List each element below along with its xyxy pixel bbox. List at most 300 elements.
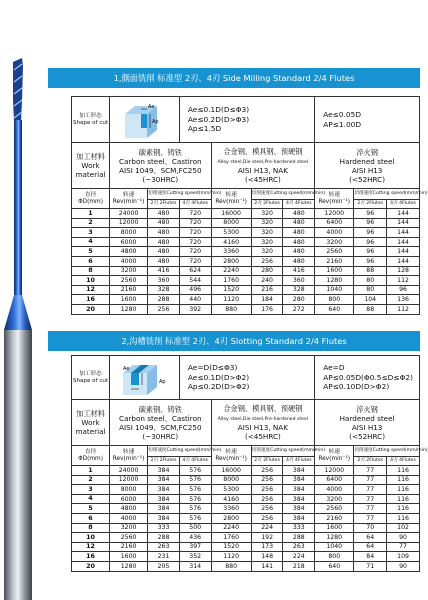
table-cell: 320: [251, 209, 283, 219]
rev-header-3: 转速 Rev(min⁻¹): [315, 189, 354, 209]
table-cell: 12000: [315, 466, 354, 476]
diameter-cell: 12: [72, 542, 110, 552]
table-cell: 328: [283, 285, 315, 295]
table-cell: 2800: [211, 256, 251, 266]
side-milling-shape-diagram: [110, 97, 180, 143]
side-milling-condition-1: Ae≤0.1D(D≤Φ3) Ae≤0.2D(D>Φ3) Ap≤1.5D: [179, 97, 314, 143]
svg-text:Ae: Ae: [123, 365, 130, 372]
table-cell: 3200: [110, 266, 148, 276]
table-cell: 216: [251, 285, 283, 295]
table-cell: 4800: [110, 504, 148, 514]
material-hardened-steel: 淬火钢 Hardened steel AISI H13 (<52HRC): [315, 143, 420, 189]
table-cell: 384: [148, 494, 180, 504]
table-row: [72, 295, 420, 305]
diameter-cell: 2: [72, 218, 110, 228]
table-cell: 384: [148, 513, 180, 523]
material-carbon-steel: 碳素钢、铸铁 Carbon steel、Castiron AISI 1049、SCM,FC250 (~30HRC): [110, 400, 212, 446]
material-hardened-steel: 淬火钢 Hardened steel AISI H13 (<52HRC): [315, 400, 420, 446]
table-row: [72, 466, 420, 476]
table-cell: 12000: [110, 475, 148, 485]
table-cell: 720: [179, 256, 211, 266]
table-cell: 1280: [315, 276, 354, 286]
table-cell: 102: [387, 523, 420, 533]
table-cell: 1120: [211, 552, 251, 562]
table-cell: 480: [283, 218, 315, 228]
table-cell: 3360: [211, 504, 251, 514]
table-cell: 720: [179, 228, 211, 238]
table-row: [72, 218, 420, 228]
table-cell: 320: [251, 237, 283, 247]
table-cell: 480: [148, 218, 180, 228]
table-cell: 71: [354, 561, 387, 571]
table-cell: 576: [179, 504, 211, 514]
table-cell: 1600: [315, 523, 354, 533]
table-cell: 24000: [110, 466, 148, 476]
table-cell: 77: [354, 475, 387, 485]
slotting-data: [72, 466, 420, 572]
table-cell: 6400: [315, 218, 354, 228]
table-cell: 8000: [211, 475, 251, 485]
shape-of-cut-label: 加工形态 Shape of cut: [72, 356, 110, 400]
rev-header-2: 转速 Rev(min⁻¹): [211, 189, 251, 209]
table-cell: 2560: [110, 533, 148, 543]
table-cell: 2240: [211, 266, 251, 276]
table-cell: 256: [251, 256, 283, 266]
table-cell: 96: [354, 228, 387, 238]
table-cell: 496: [179, 285, 211, 295]
material-carbon-steel: 碳素钢、铸铁 Carbon steel、Castiron AISI 1049、SCM,FC250 (~30HRC): [110, 143, 212, 189]
table-cell: 109: [387, 552, 420, 562]
table-cell: 256: [251, 475, 283, 485]
table-row: [72, 494, 420, 504]
table-cell: 263: [148, 542, 180, 552]
table-cell: 8000: [110, 485, 148, 495]
table-cell: 280: [283, 295, 315, 305]
table-cell: 2560: [315, 247, 354, 257]
diameter-cell: 10: [72, 533, 110, 543]
cutting-speed-header-3: 切削速度Cutting speed(mm/min): [354, 189, 420, 200]
flute2-header: 2刃 2Flutes: [251, 200, 283, 209]
table-cell: 384: [283, 485, 315, 495]
table-cell: 2560: [110, 276, 148, 286]
table-cell: 1600: [110, 295, 148, 305]
table-cell: 6400: [315, 475, 354, 485]
flute4-header: 4刃 4Flutes: [179, 457, 211, 466]
table-cell: 6000: [110, 237, 148, 247]
table-cell: 480: [283, 256, 315, 266]
table-cell: 384: [283, 466, 315, 476]
table-cell: 24000: [110, 209, 148, 219]
table-cell: 3360: [211, 247, 251, 257]
table-row: [72, 285, 420, 295]
table-cell: 333: [283, 523, 315, 533]
flute2-header: 2刃 2Flutes: [354, 457, 387, 466]
table-cell: 96: [354, 256, 387, 266]
table-cell: 240: [251, 276, 283, 286]
table-cell: 16000: [211, 466, 251, 476]
work-material-label: 加工材料 Work material: [72, 143, 110, 189]
table-row: [72, 266, 420, 276]
rev-header-1: 转速 Rev(min⁻¹): [110, 446, 148, 466]
table-cell: 500: [179, 523, 211, 533]
table-row: [72, 209, 420, 219]
table-cell: 96: [354, 209, 387, 219]
end-mill-tool-image: [0, 0, 38, 600]
table-cell: 1760: [211, 533, 251, 543]
table-cell: 4160: [211, 237, 251, 247]
table-cell: 256: [148, 304, 180, 314]
side-milling-data: [72, 209, 420, 315]
table-row: [72, 542, 420, 552]
diameter-cell: 1: [72, 466, 110, 476]
table-cell: 288: [148, 533, 180, 543]
table-cell: 231: [148, 552, 180, 562]
table-cell: 280: [251, 266, 283, 276]
table-cell: 1280: [315, 533, 354, 543]
table-row: [72, 485, 420, 495]
flute2-header: 2刃 2Flutes: [148, 457, 180, 466]
table-cell: 88: [354, 304, 387, 314]
shape-of-cut-label: 加工形态 Shape of cut: [72, 97, 110, 143]
table-cell: 1600: [110, 552, 148, 562]
table-cell: 392: [179, 304, 211, 314]
table-cell: 4160: [211, 494, 251, 504]
table-cell: 384: [283, 494, 315, 504]
table-cell: 720: [179, 237, 211, 247]
table-cell: 173: [251, 542, 283, 552]
table-cell: 12000: [110, 218, 148, 228]
diameter-cell: 20: [72, 561, 110, 571]
flute2-header: 2刃 2Flutes: [251, 457, 283, 466]
table-cell: 328: [148, 285, 180, 295]
table-cell: 224: [283, 552, 315, 562]
rev-header-1: 转速 Rev(min⁻¹): [110, 189, 148, 209]
table-row: [72, 513, 420, 523]
table-cell: 384: [148, 466, 180, 476]
diameter-header: 直径 ΦD(mm): [72, 189, 110, 209]
svg-text:Ae: Ae: [148, 103, 155, 110]
table-cell: 205: [148, 561, 180, 571]
table-cell: 5300: [211, 228, 251, 238]
table-cell: 77: [354, 485, 387, 495]
table-cell: 104: [354, 295, 387, 305]
table-cell: 148: [251, 552, 283, 562]
diameter-cell: 8: [72, 523, 110, 533]
table-cell: 112: [387, 304, 420, 314]
slotting-banner: 2,沟槽铣削 标准型 2刃、4刃 Slotting Standard 2/4 Flutes: [48, 331, 420, 351]
table-cell: 1760: [211, 276, 251, 286]
diameter-cell: 4: [72, 494, 110, 504]
material-alloy-steel: 合金钢、模具钢、预硬钢 Alloy steel,Die steel,Pre-hardened steel AISI H13, NAK (<45HRC): [211, 143, 315, 189]
diameter-cell: 16: [72, 295, 110, 305]
header-row-1: [72, 189, 420, 200]
table-cell: 144: [387, 218, 420, 228]
table-cell: 480: [283, 247, 315, 257]
table-cell: 416: [283, 266, 315, 276]
flute4-header: 4刃 4Flutes: [283, 200, 315, 209]
cutting-speed-header-2: 切削速度Cutting speed(mm/min): [251, 189, 314, 200]
table-cell: 90: [387, 533, 420, 543]
table-cell: 256: [251, 504, 283, 514]
work-material-row: [72, 143, 420, 189]
cutting-speed-header-3: 切削速度Cutting speed(mm/min): [354, 446, 420, 457]
table-cell: 480: [148, 209, 180, 219]
table-cell: 624: [179, 266, 211, 276]
table-cell: 116: [387, 504, 420, 514]
table-cell: 8000: [211, 218, 251, 228]
flute4-header: 4刃 4Flutes: [387, 457, 420, 466]
diameter-cell: 1: [72, 209, 110, 219]
table-cell: 77: [354, 504, 387, 514]
side-milling-banner: 1,側面铣削 标准型 2刃、4刃 Side Milling Standard 2/4 Flutes: [48, 68, 420, 88]
table-cell: 1600: [315, 266, 354, 276]
table-cell: 192: [251, 533, 283, 543]
diameter-cell: 6: [72, 513, 110, 523]
table-cell: 880: [211, 561, 251, 571]
slotting-condition-1: Ae=D(D≤Φ3) Ae≤0.1D(D>Φ2) Ap≤0.2D(D>Φ2): [179, 356, 314, 400]
table-row: [72, 304, 420, 314]
table-cell: 4000: [110, 256, 148, 266]
table-row: [72, 533, 420, 543]
table-cell: 84: [354, 552, 387, 562]
table-row: [72, 247, 420, 257]
diameter-cell: 20: [72, 304, 110, 314]
table-cell: 4000: [315, 228, 354, 238]
table-cell: 440: [179, 295, 211, 305]
table-cell: 116: [387, 513, 420, 523]
table-cell: 416: [148, 266, 180, 276]
rev-header-2: 转速 Rev(min⁻¹): [211, 446, 251, 466]
flute2-header: 2刃 2Flutes: [148, 200, 180, 209]
table-cell: 384: [283, 513, 315, 523]
diameter-cell: 16: [72, 552, 110, 562]
table-cell: 1120: [211, 295, 251, 305]
table-row: [72, 276, 420, 286]
table-cell: 70: [354, 523, 387, 533]
table-cell: 144: [387, 228, 420, 238]
table-cell: 320: [251, 218, 283, 228]
table-cell: 141: [251, 561, 283, 571]
slotting-table: [71, 355, 428, 572]
table-cell: 176: [251, 304, 283, 314]
table-cell: 136: [387, 295, 420, 305]
table-cell: 384: [283, 504, 315, 514]
table-cell: 288: [283, 533, 315, 543]
material-alloy-steel: 合金钢、模具钢、预硬钢 Alloy steel,Die steel,Pre-hardened steel AISI H13, NAK (<45HRC): [211, 400, 315, 446]
table-cell: 2160: [110, 285, 148, 295]
table-cell: 384: [283, 475, 315, 485]
diameter-cell: 3: [72, 485, 110, 495]
diameter-header: 直径 ΦD(mm): [72, 446, 110, 466]
header-row-1: [72, 446, 420, 457]
table-row: [72, 552, 420, 562]
table-cell: 8000: [110, 228, 148, 238]
table-cell: 640: [315, 304, 354, 314]
table-cell: 116: [387, 485, 420, 495]
table-cell: 272: [283, 304, 315, 314]
table-cell: 2560: [315, 504, 354, 514]
table-cell: 1040: [315, 285, 354, 295]
table-cell: 263: [283, 542, 315, 552]
slotting-condition-2: Ae=D AP≤0.05D(Φ0.5≤D≤Φ2) AP≤0.10D(D>Φ2): [315, 356, 420, 400]
table-cell: 384: [148, 504, 180, 514]
table-cell: 576: [179, 513, 211, 523]
table-cell: 2160: [315, 256, 354, 266]
table-cell: 436: [179, 533, 211, 543]
diameter-cell: 8: [72, 266, 110, 276]
table-cell: 88: [354, 266, 387, 276]
diameter-cell: 10: [72, 276, 110, 286]
table-cell: 480: [283, 237, 315, 247]
table-row: [72, 523, 420, 533]
table-cell: 480: [148, 237, 180, 247]
table-cell: 80: [354, 276, 387, 286]
side-milling-table: [71, 96, 428, 315]
table-cell: 480: [148, 247, 180, 257]
table-cell: 480: [283, 209, 315, 219]
table-cell: 1280: [110, 304, 148, 314]
table-cell: 1280: [110, 561, 148, 571]
table-cell: 64: [354, 542, 387, 552]
table-row: [72, 561, 420, 571]
table-cell: 128: [387, 266, 420, 276]
table-cell: 333: [148, 523, 180, 533]
table-row: [72, 237, 420, 247]
table-cell: 384: [148, 485, 180, 495]
work-material-row: [72, 400, 420, 446]
table-cell: 5300: [211, 485, 251, 495]
table-cell: 116: [387, 494, 420, 504]
table-cell: 576: [179, 475, 211, 485]
table-cell: 320: [251, 247, 283, 257]
table-cell: 77: [354, 494, 387, 504]
table-cell: 352: [179, 552, 211, 562]
table-cell: 218: [283, 561, 315, 571]
table-cell: 480: [148, 228, 180, 238]
table-cell: 77: [354, 513, 387, 523]
table-cell: 384: [148, 475, 180, 485]
table-cell: 96: [387, 285, 420, 295]
cutting-speed-header-1: 切削速度Cutting speed(mm/min): [148, 446, 211, 457]
table-cell: 112: [387, 276, 420, 286]
table-cell: 800: [315, 552, 354, 562]
table-cell: 144: [387, 247, 420, 257]
rev-header-3: 转速 Rev(min⁻¹): [315, 446, 354, 466]
table-cell: 720: [179, 247, 211, 257]
table-cell: 12000: [315, 209, 354, 219]
table-cell: 3200: [110, 523, 148, 533]
table-cell: 576: [179, 485, 211, 495]
table-row: [72, 475, 420, 485]
table-cell: 576: [179, 494, 211, 504]
table-row: [72, 256, 420, 266]
slot-cut-diagram-icon: [117, 359, 171, 397]
side-cut-diagram-icon: [117, 100, 171, 140]
flute4-header: 4刃 4Flutes: [179, 200, 211, 209]
table-cell: 77: [387, 542, 420, 552]
table-cell: 360: [148, 276, 180, 286]
diameter-cell: 5: [72, 504, 110, 514]
table-cell: 184: [251, 295, 283, 305]
table-cell: 116: [387, 475, 420, 485]
table-cell: 96: [354, 247, 387, 257]
diameter-cell: 5: [72, 247, 110, 257]
flute2-header: 2刃 2Flutes: [354, 200, 387, 209]
table-cell: 360: [283, 276, 315, 286]
table-cell: 77: [354, 466, 387, 476]
diameter-cell: 6: [72, 256, 110, 266]
diameter-cell: 2: [72, 475, 110, 485]
table-cell: 16000: [211, 209, 251, 219]
svg-text:Ap: Ap: [152, 118, 160, 125]
table-cell: 576: [179, 466, 211, 476]
table-cell: 256: [251, 494, 283, 504]
cutting-speed-header-2: 切削速度Cutting speed(mm/min): [251, 446, 314, 457]
table-cell: 2160: [315, 513, 354, 523]
shape-of-cut-row: [72, 97, 420, 143]
table-cell: 2160: [110, 542, 148, 552]
table-cell: 320: [251, 228, 283, 238]
table-cell: 3200: [315, 237, 354, 247]
table-row: [72, 504, 420, 514]
table-cell: 96: [354, 218, 387, 228]
table-cell: 144: [387, 256, 420, 266]
slotting-shape-diagram: [110, 356, 180, 400]
table-cell: 397: [179, 542, 211, 552]
diameter-cell: 12: [72, 285, 110, 295]
table-cell: 480: [283, 228, 315, 238]
cutting-speed-header-1: 切削速度Cutting speed(mm/min): [148, 189, 211, 200]
table-cell: 720: [179, 218, 211, 228]
table-cell: 6000: [110, 494, 148, 504]
diameter-cell: 3: [72, 228, 110, 238]
table-cell: 544: [179, 276, 211, 286]
table-cell: 4800: [110, 247, 148, 257]
table-cell: 96: [354, 237, 387, 247]
table-cell: 880: [211, 304, 251, 314]
table-cell: 3200: [315, 494, 354, 504]
table-cell: 1040: [315, 542, 354, 552]
table-cell: 144: [387, 237, 420, 247]
table-cell: 144: [387, 209, 420, 219]
diameter-cell: 4: [72, 237, 110, 247]
table-cell: 116: [387, 466, 420, 476]
table-cell: 2800: [211, 513, 251, 523]
table-cell: 2240: [211, 523, 251, 533]
flute4-header: 4刃 4Flutes: [283, 457, 315, 466]
table-cell: 1520: [211, 285, 251, 295]
table-cell: 90: [387, 561, 420, 571]
side-milling-condition-2: Ae≤0.05D AP≤1.00D: [315, 97, 420, 143]
table-cell: 256: [251, 485, 283, 495]
table-cell: 720: [179, 209, 211, 219]
svg-text:Ap: Ap: [159, 378, 167, 385]
table-cell: 800: [315, 295, 354, 305]
table-cell: 480: [148, 256, 180, 266]
table-cell: 256: [251, 513, 283, 523]
table-cell: 224: [251, 523, 283, 533]
flute4-header: 4刃 4Flutes: [387, 200, 420, 209]
table-cell: 288: [148, 295, 180, 305]
table-cell: 314: [179, 561, 211, 571]
table-cell: 64: [354, 533, 387, 543]
table-cell: 1520: [211, 542, 251, 552]
shape-of-cut-row: [72, 356, 420, 400]
work-material-label: 加工材料 Work material: [72, 400, 110, 446]
table-cell: 80: [354, 285, 387, 295]
table-cell: 640: [315, 561, 354, 571]
table-cell: 4000: [315, 485, 354, 495]
